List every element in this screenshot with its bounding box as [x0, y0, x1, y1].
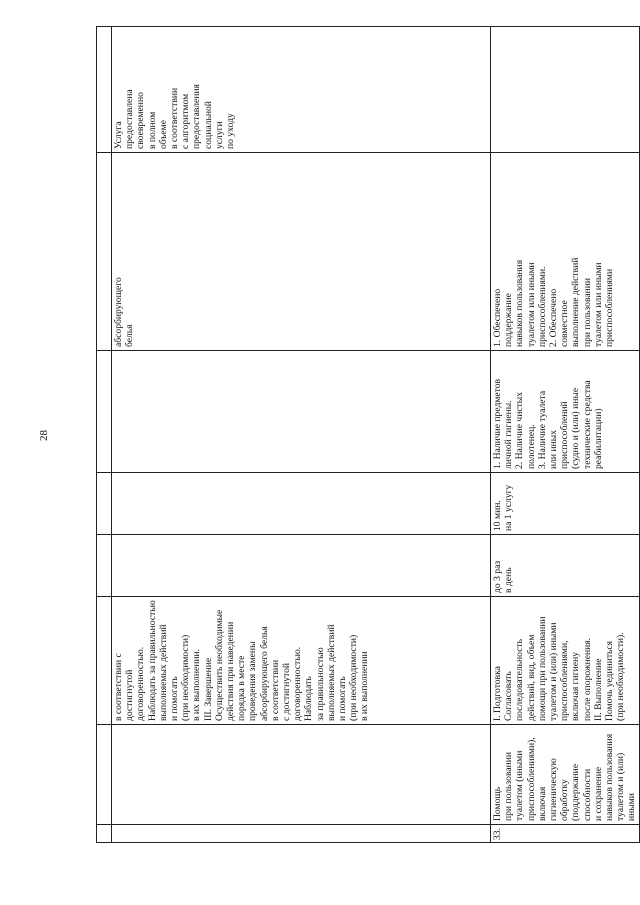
cell-number: 33.	[491, 825, 640, 843]
cell-frequency	[112, 535, 491, 597]
page-number: 28	[38, 430, 50, 441]
cell-quality: абсорбирующего белья	[112, 153, 491, 351]
cell-service-name	[112, 725, 491, 825]
rotated-page-content	[96, 27, 638, 843]
cell-duration: 10 мин. на 1 услугу	[491, 473, 640, 535]
cell-duration	[112, 473, 491, 535]
cell-quality: 1. Обеспечено поддержание навыков пользования туалетом или иными приспособлениями. 2. Обеспечено совместное выполнение действий при пользовании туалетом или иными приспособлениями	[491, 153, 640, 351]
table-row-33	[491, 27, 640, 843]
cell-result	[491, 27, 640, 153]
cell-description: I. Подготовка Согласовать последовательность действий, вид, объем помощи при пользовании туалетом и (или) иными приспособлениями, включая гигиену после опорожнения. II. Выполнение Помочь уединиться (при необходимости).	[491, 597, 640, 725]
cell-number	[112, 825, 491, 843]
cell-service-name: Помощь при пользовании туалетом (иными приспособлениями), включая гигиеническую обработку (поддержание способности и сохранение навыков пользования туалетом и (или) иными	[491, 725, 640, 825]
cell-result: Услуга предоставлена своевременно в полном объеме в соответствии с алгоритмом предоставления социальной услуги по уходу	[112, 27, 491, 153]
cell-conditions: 1. Наличие предметов личной гигиены. 2. Наличие чистых полотенец. 3. Наличие туалета или иных приспособлений (судно и (или) иные технические средства реабилитации)	[491, 351, 640, 473]
rotated-table-wrapper	[96, 27, 638, 843]
services-table	[96, 26, 640, 843]
table-row-continuation	[112, 27, 491, 843]
cell-frequency: до 3 раз в день	[491, 535, 640, 597]
cell-description: в соответствии с достигнутой договоренностью. Наблюдать за правильностью выполняемых действий и помогать (при необходимости) в их выполнении. III. Завершение Осуществить необходимые действия при наведении порядка в месте проведения замены абсорбирующего белья в соответствии с достигнутой договоренностью. Наблюдать за правильностью выполняемых действий и помогать (при необходимости) в их выполнении	[112, 597, 491, 725]
cell-conditions	[112, 351, 491, 473]
table-row-top-empty	[97, 27, 112, 843]
